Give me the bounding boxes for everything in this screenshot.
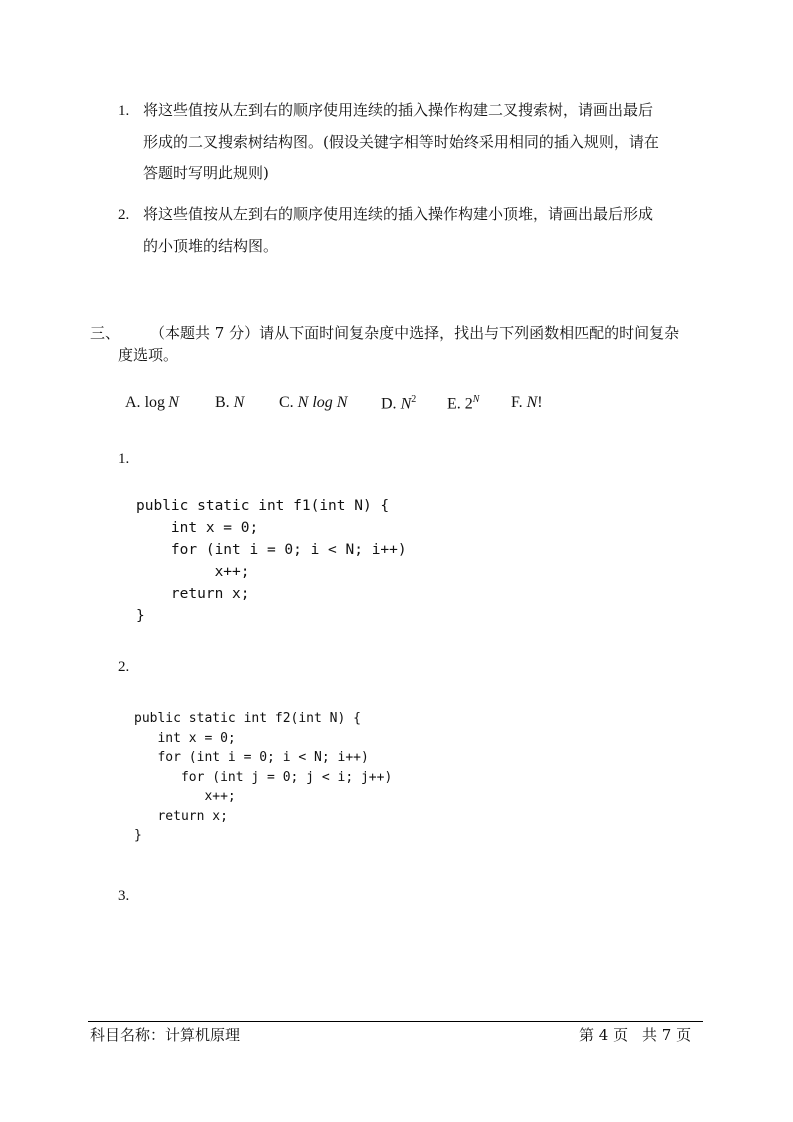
question-2-number: 2.: [118, 659, 130, 675]
item-2-2-line-1: 将这些值按从左到右的顺序使用连续的插入操作构建小顶堆，请画出最后形成: [143, 205, 654, 223]
option-d-sup: 2: [411, 394, 417, 405]
item-2-1-number: 1.: [118, 103, 130, 119]
section-3-line-1: （本题共 7 分）请从下面时间复杂度中选择，找出与下列函数相匹配的时间复杂: [150, 324, 680, 342]
code-line: }: [136, 608, 145, 624]
option-b-var: N: [233, 394, 245, 411]
code-line: for (int i = 0; i < N; i++): [134, 750, 369, 765]
option-a: [125, 394, 179, 412]
option-b: [215, 394, 244, 412]
option-e-letter: E.: [447, 395, 461, 413]
option-f-letter: F.: [511, 394, 523, 411]
option-d-var: N: [400, 395, 412, 413]
option-b-letter: B.: [215, 394, 230, 411]
item-2-2-number: 2.: [118, 207, 130, 223]
code-line: int x = 0;: [134, 730, 236, 746]
question-1-number: 1.: [118, 451, 130, 467]
item-2-2-line-2: 的小顶堆的结构图。: [143, 237, 279, 255]
option-f-var: N: [526, 394, 538, 411]
option-a-var: N: [168, 394, 179, 411]
code-line: for (int j = 0; j < i; j++): [134, 769, 393, 785]
option-a-log: log: [144, 394, 166, 411]
section-3-line-2: 度选项。: [118, 346, 179, 364]
option-d: [381, 394, 416, 413]
code-line: x++;: [136, 564, 250, 580]
code-line: int x = 0;: [136, 520, 259, 536]
code-line: x++;: [134, 789, 236, 804]
option-f: [511, 394, 543, 412]
code-block-f2: [134, 709, 392, 846]
code-line: return x;: [134, 808, 228, 824]
question-3-number: 3.: [118, 888, 130, 904]
option-e: [447, 394, 479, 413]
option-c-letter: C.: [279, 394, 294, 411]
option-e-base: 2: [464, 395, 473, 413]
code-block-f1: [136, 495, 407, 627]
footer-total-pages: 共 7 页: [642, 1026, 692, 1044]
section-3-label: 三、: [90, 324, 121, 342]
footer-divider: [88, 1021, 703, 1022]
option-f-bang: !: [537, 394, 543, 411]
item-2-1-line-1: 将这些值按从左到右的顺序使用连续的插入操作构建二叉搜索树，请画出最后: [143, 101, 654, 119]
option-d-letter: D.: [381, 395, 397, 413]
code-line: return x;: [136, 586, 250, 602]
option-e-sup: N: [472, 394, 480, 405]
code-line: public static int f2(int N) {: [134, 711, 361, 726]
code-line: public static int f1(int N) {: [136, 498, 390, 514]
code-line: }: [134, 828, 142, 843]
option-c: [279, 394, 347, 412]
item-2-1-line-3: 答题时写明此规则): [143, 164, 269, 182]
footer-page-number: 第 4 页: [579, 1026, 629, 1044]
option-c-var: N log N: [297, 394, 348, 411]
option-a-letter: A.: [125, 394, 141, 411]
code-line: for (int i = 0; i < N; i++): [136, 542, 407, 558]
item-2-1-line-2: 形成的二叉搜索树结构图。(假设关键字相等时始终采用相同的插入规则，请在: [143, 133, 659, 151]
footer-subject: 科目名称：计算机原理: [90, 1026, 241, 1044]
